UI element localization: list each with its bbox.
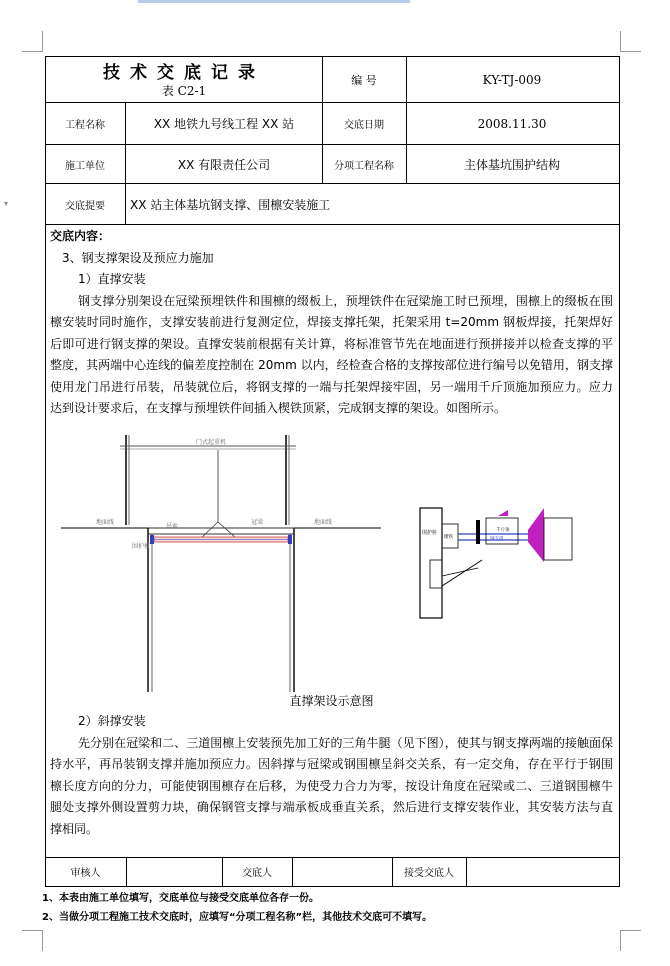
form-number: 表 C2-1	[161, 84, 207, 98]
section-heading: 3、钢支撑架设及预应力施加	[62, 250, 214, 265]
ground-label-right: 地面线	[314, 519, 333, 526]
support-end-right	[288, 535, 292, 544]
paragraph-diagonal-support: 先分别在冠梁和二、三道围檩上安装预先加工好的三角牛腿（见下图），使其与钢支撑两端的接触面保持水平，再吊装钢支撑并施加预应力。因斜撑与冠梁或钢围檩呈斜交关系，有一定交角，存在平行于钢围檩长度方向的分力，可能使钢围檩存在后移，为使受力合力为零，按设计角度在冠梁或二、三道钢围檩牛腿处支撑外侧设置剪力块，确保钢管支撑与端承板成垂直关系，然后进行支撑安装作业，其安装方法与直撑相同。	[50, 735, 613, 836]
note-1: 1、本表由施工单位填写，交底单位与接受交底单位各存一份。	[42, 893, 319, 904]
detail-magenta-plate	[528, 508, 544, 562]
disclosure-date-label: 交底日期	[344, 120, 384, 131]
summary-label: 交底提要	[65, 200, 105, 212]
construction-unit-label: 施工单位	[65, 160, 105, 172]
retaining-label: 围护桩	[132, 543, 151, 550]
detail-wedge-label: 楔铁	[444, 535, 453, 540]
ground-label-left: 地面线	[96, 519, 115, 526]
crop-mark-bottom-left	[22, 930, 43, 951]
code-label: 编 号	[351, 73, 377, 87]
project-name-value: XX 地铁九号线工程 XX 站	[153, 117, 295, 131]
discloser-label: 交底人	[242, 868, 272, 879]
subsection-straight: 1）直撑安装	[78, 272, 146, 286]
project-name-label: 工程名称	[65, 120, 105, 131]
sub-project-label: 分项工程名称	[334, 160, 394, 172]
crane-label: 门式起重机	[196, 439, 227, 446]
diagram-caption: 直撑架设示意图	[289, 694, 374, 708]
detail-jack-label: 千斤顶	[496, 528, 510, 533]
sling-label: 吊索	[166, 523, 179, 530]
crop-mark-top-left	[22, 31, 43, 52]
document-title: 技术交底记录	[103, 63, 265, 83]
sub-project-value: 主体基坑围护结构	[463, 157, 560, 172]
support-end-left	[150, 535, 154, 544]
crop-mark-top-right	[620, 31, 641, 52]
summary-value: XX 站主体基坑钢支撑、围檩安装施工	[130, 197, 331, 212]
top-accent-bar	[138, 0, 410, 3]
content-heading: 交底内容：	[50, 229, 111, 243]
reviewer-value[interactable]	[127, 858, 222, 885]
construction-unit-value: XX 有限责任公司	[177, 157, 271, 172]
receiver-value[interactable]	[467, 858, 618, 885]
margin-arrow-icon: ▾	[4, 199, 9, 208]
disclosure-date-value: 2008.11.30	[477, 116, 547, 131]
receiver-label: 接受交底人	[404, 868, 454, 879]
straight-support-diagram	[46, 430, 617, 692]
detail-support-label: 钢支撑	[490, 537, 504, 542]
subsection-diagonal: 2）斜撑安装	[78, 714, 146, 728]
note-2: 2、当做分项工程施工技术交底时，应填写“分项工程名称”栏，其他技术交底可不填写。	[42, 912, 433, 923]
support-end-detail	[420, 508, 572, 618]
discloser-value[interactable]	[293, 858, 392, 885]
disclosure-content	[50, 226, 613, 420]
detail-pile	[420, 508, 442, 618]
reviewer-label: 审核人	[70, 868, 101, 879]
disclosure-content-continued	[50, 711, 613, 840]
paragraph-straight-support: 钢支撑分别架设在冠梁预埋铁件和围檩的缀板上，预埋铁件在冠梁施工时已预埋，围檩上的缀板在围檩安装时同时施作，支撑安装前进行复测定位，焊接支撑托架，托架采用 t=20mm 钢板焊接，托架焊好后即可进行钢支撑的架设。直撑安装前根据有关计算，将标准管节先在地面进行预拼接并以检查支撑的平整度，其两端中心连线的偏差度控制在 20mm 以内，经检查合格的支撑按部位进行编号以免错用，钢支撑使用龙门吊进行吊装，吊装就位后，将钢支撑的一端与托架焊接牢固，另一端用千斤顶施加预应力。应力达到设计要求后，在支撑与预埋铁件间插入楔铁顶紧，完成钢支撑的架设。如图所示。	[50, 293, 613, 415]
detail-pile-label: 围护桩	[422, 530, 438, 536]
crop-mark-bottom-right	[620, 930, 641, 951]
code-value: KY-TJ-009	[482, 72, 542, 87]
beam-label: 冠梁	[251, 519, 264, 526]
